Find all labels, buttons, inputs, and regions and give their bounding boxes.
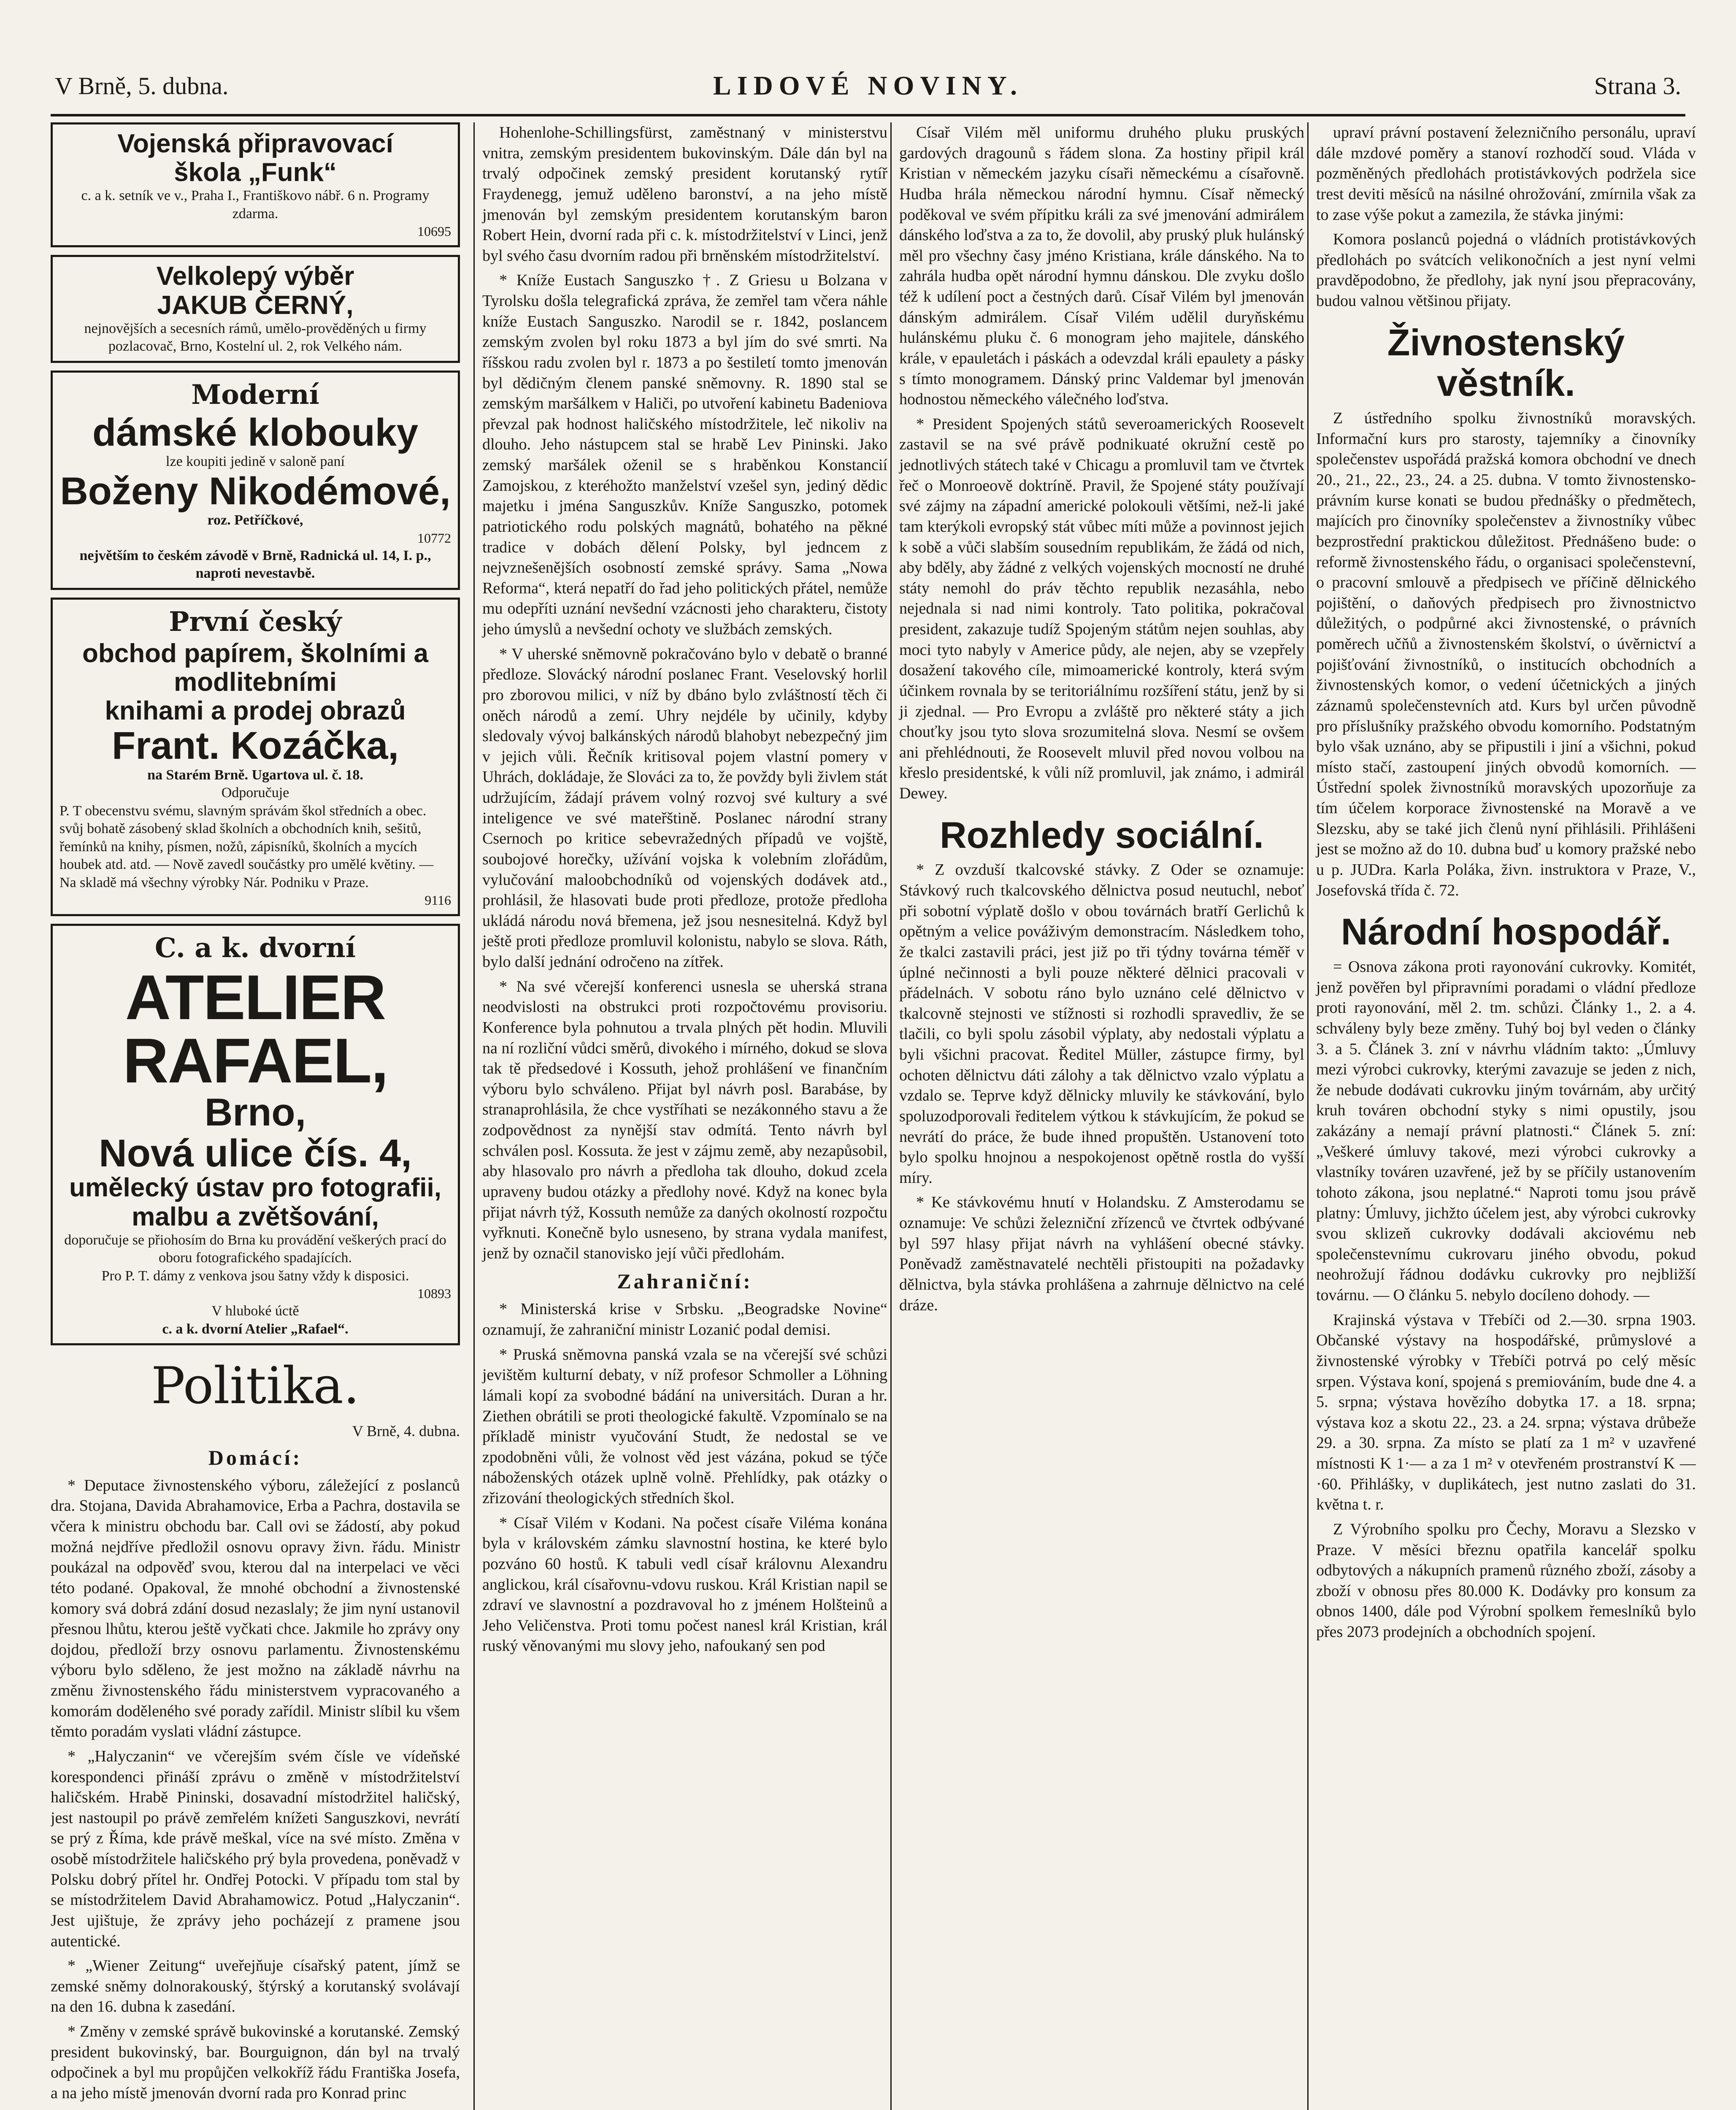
ad-rafael-line2: ATELIER RAFAEL, bbox=[123, 962, 388, 1096]
article-paragraph: * Ministerská krise v Srbsku. „Beogradske Novine“ oznamují, že zahraniční ministr Lozanić podal demisi. bbox=[482, 1300, 887, 1339]
column-2 bbox=[473, 122, 887, 2110]
ad-damske-klobouky bbox=[51, 371, 460, 590]
ad-rafael-line5: umělecký ústav pro fotografii, malbu a zvětšování, bbox=[69, 1173, 441, 1231]
ad-vojenska-number: 10695 bbox=[417, 224, 451, 239]
page-number: Strana 3. bbox=[1594, 72, 1681, 100]
article-paragraph: = Osnova zákona proti rayonování cukrovky. Komitét, jenž pověřen byl připravními poradami o vládní předloze proti rayonování, měl 2. tm. schůzi. Články 1., 2. a 4. schváleny byly beze změny. Tuhý boj byl veden o články 3. a 5. Článek 3. zní v návrhu vládním takto: „Úmluvy mezi výrobci cukrovky, kterými zavazuje se jeden z nich, že nebude dodávati cukrovku jiným továrnám, aby určitý kruh továren obchodní styky s nimi opustily, jsou zakázány a nemají právní platnosti.“ Článek 5. zní: „Veškeré úmluvy takové, mezi výrobci cukrovky a vlastníky továren uzavřené, jež by se příčily ustanovením tohoto zákona, jsou neplatné.“ Naproti tomu jsou právě platny: Úmluvy, jichžto účelem jest, aby výrobci cukrovky svou sklizeň cukrovky dodávali akciovému neb společenstevnímu cukrovaru jiného obvodu, pokud neohrožují řádnou dodávku cukrovky pro nejbližší továrnu. — O článku 5. nebylo docíleno dohody. — bbox=[1316, 958, 1696, 1304]
article-paragraph: * Císař Vilém v Kodani. Na počest císaře Viléma konána byla v královském zámku slavnostní hostina, ke které bylo pozváno 60 hostů. K tabuli vedl císař královnu Alexandru anglickou, král císařovnu-vdovu ruskou. Král Kristian napil se zdraví ve slavnostní a pozdravoval ho z jménem Holšteinů a Jeho Veličenstva. Proti tomu počest nanesl král Kristian, král ruský věnovanými mu slovy jeho, nafoukaný sen pod bbox=[482, 1514, 887, 1655]
politika-dateline: V Brně, 4. dubna. bbox=[352, 1422, 460, 1439]
ad-klobouky-line3: lze koupiti jedině v saloně paní bbox=[166, 454, 345, 470]
ad-jakub-text: nejnovějších a secesních rámů, umělo-prověděných u firmy bbox=[84, 320, 427, 336]
column-4 bbox=[1307, 122, 1696, 2110]
ad-vojenska-title-1: Vojenská připravovací bbox=[117, 129, 393, 158]
ad-kozacka bbox=[51, 598, 460, 917]
ad-kozacka-number: 9116 bbox=[425, 893, 451, 908]
ad-kozacka-line4: Frant. Kozáčka, bbox=[112, 724, 399, 768]
article-paragraph: * Na své včerejší konferenci usnesla se uherská strana neodvislosti na obstrukci proti rozpočtovému provisoriu. Konference byla pohnutou a trvala plných pět hodin. Mluvili na ní rozliční vůdci směrů, divokého i mírného, dokud se slova tak tě předsedové i Kossuth, jehož prohlášení ve finančním výboru bylo schváleno. Přijat byl návrh posl. Barabáse, by stranaprohlásila, že chce vystříhati se nezákonného stavu a že zodpovědnost za nynější stav odmítá. Tento návrh byl schválen posl. Kossuta. že jest v zájmu země, aby nezapůsobil, aby hlasovalo pro návrh a předloha tak dlouho, dokud zcela upraveny budou otázky a předlohy nové. Když na konec byla přijat návrh týž, Kossuth nemůže za daných okolností rozpočtu vyřknuti. Konečně bylo usneseno, by strana vydala manifest, jenž by označil stanovisko její vůči předlohám. bbox=[482, 977, 887, 1262]
article-paragraph: Hohenlohe-Schillingsfürst, zaměstnaný v ministerstvu vnitra, zemským presidentem bukovinským. Dále dán byl na trvalý odpočinek zemský president korutanský rytíř Fraydenegg, jemuž uděleno baronství, a na jeho místě jmenován byl zemským presidentem korutanským baron Robert Hein, dvorní rada při c. k. místodržitelství v Linci, jenž byl svého času dvorním radou při brněnském místodržitelství. bbox=[482, 124, 887, 265]
ad-rafael-line6: doporučuje se přiohosím do Brna ku provádění veškerých prací do oboru fotografického spadajících. bbox=[64, 1232, 446, 1266]
section-zahranicni-title: Zahraniční: bbox=[617, 1269, 753, 1293]
ad-jakub-cerny bbox=[51, 255, 460, 362]
ad-rafael-line1: C. a k. dvorní bbox=[154, 932, 356, 964]
ad-jakub-headline: Velkolepý výběr bbox=[156, 262, 354, 291]
section-zivnostensky-vestnik-title: Živnostenský věstník. bbox=[1387, 321, 1625, 404]
ad-rafael-line8: V hluboké úctě bbox=[211, 1303, 299, 1319]
article-paragraph: * Ke stávkovému hnutí v Holandsku. Z Amsterodamu se oznamuje: Ve schůzi železniční zřízenců ve čtvrtek odbývané byl 597 hlasy přijat návrh na vyhlášení obecné stávky. Poněvadž zaměstnavatelé nechtěli přistoupiti na požadavky dělnictva, byla stávka prohlášena a zahrnuje dělnictvo na celé dráze. bbox=[899, 1193, 1304, 1314]
article-paragraph: * Z ovzduší tkalcovské stávky. Z Oder se oznamuje: Stávkový ruch tkalcovského dělnictva posud neutuchl, neboť při sobotní výplatě došlo v obou továrnách bratří Gerlichů k opětným a velice pováživým demonstracím. Následkem toho, že tkalci zastavili práci, jest již po tři týdny továrna téměř v úplné nečinnosti a byli pouze některé dělnici pracovali v přádelnách. V sobotu ráno bylo uznáno celé dělnictvo v tkalcovně stejnosti ve stížnosti si rozhodli spravedliv, že se tlačili, co byli spolu zásobil výplaty, aby nedostali výplatu a byli všichni pracovat. Ředitel Müller, zástupce firmy, byl ochoten dělnictvu dáti zálohy a tak dělnictvo vzalo výplatu a vzdalo se. Teprve když dělnicky mluvily ke stávkování, bylo spoluzodporovali ředitelem výtkou k stávkujícím, že pokud se nevrátí do práce, že bude ihned propuštěn. Ustanovení toto bylo spolku hnojnou a nespokojenost opětně rostla do vyšší míry. bbox=[899, 861, 1304, 1187]
ad-vojenska-detail: c. a k. setník ve v., Praha I., Františkovo nábř. 6 n. Programy zdarma. bbox=[81, 188, 430, 222]
ad-vojenska-title-2: škola „Funk“ bbox=[174, 158, 337, 187]
section-narodni-hospodar-title: Národní hospodář. bbox=[1341, 911, 1671, 953]
ad-klobouky-line2: dámské klobouky bbox=[92, 411, 419, 454]
section-politika-title: Politika. bbox=[151, 1357, 360, 1416]
article-paragraph: Z ústředního spolku živnostníků moravských. Informační kurs pro starosty, tajemníky a činovníky společenstev uspořádá pražská komora obchodní ve dnech 20., 21., 22., 23., 24. a 25. dubna. V tomto živnostensko-právním kurse konati se budou přednášky o předmětech, majících pro činovníky společenstev a živnostníky vůbec bezprostřední praktickou důležitost. Přednášeno bude: o reformě živnostenského řádu, o organisaci společenstevní, o pracovní smlouvě a předpisech ve příčině dělnického pojištění, o daňových předpisech pro živnostnictvo důležitých, o podpůrné akci živnostenské, o právních poměrech učňů a živnostenském školství, o úvěrnictví a pojišťování živnostníků, o institucích obchodních a živnostenských komor, o vedení účetnických a jiných záznamů společenstevních atd. Kurs byl určen původně pro příslušníky pražského obvodu komorního. Podstatným bylo však uznáno, aby se připustili i jiní a všichni, pokud místo stačí, zastoupení jiných obvodů komorních. — Ústřední spolek živnostníků moravských upozorňuje za tím účelem korporace živnostenské na Moravě a ve Slezsku, aby se také jich členů nyní přihlásili. Přihlášeni jest se možno až do 10. dubna buď u komory pražské nebo u p. JUDra. Karla Poláka, živn. instruktora v Praze, V., Josefovská třída č. 72. bbox=[1316, 409, 1696, 899]
ad-vojenska-skola bbox=[51, 122, 460, 247]
ad-atelier-rafael bbox=[51, 924, 460, 1345]
ad-kozacka-body: P. T obecenstvu svému, slavným správám škol středních a obec. svůj bohatě zásobený sklad školních a obchodních knih, sešitů, řemínků na knihy, písmen, nožů, zápisníků, školních a mycích houbek atd. atd. — Nově zavedl součástky pro umělé květiny. — Na skladě má všechny výrobky Nár. Podniku v Praze. bbox=[59, 803, 434, 890]
article-paragraph: * Deputace živnostenského výboru, záležející z poslanců dra. Stojana, Davida Abrahamovice, Erba a Pachra, dostavila se včera k ministru obchodu bar. Call ovi se žádostí, aby pokud možná nejdříve předložil osnovu opravy živn. řádu. Ministr poukázal na odpověď svou, kterou dal na interpelaci ve věci této podané. Opakoval, že mnohé obchodní a živnostenské komory svá dobrá zdání dosud nezaslaly; že jim nyní ustanovil přesnou lhůtu, kterou ještě vyčkati chce. Jakmile ho zprávy ony dojdou, předloží brzy osnovu parlamentu. Živnostenskému výboru bylo sděleno, že jest možno na základě návrhu na změnu živnostenského řádu ministerstvem vypracovaného a komorám doděleného své porady zařídil. Ministr slíbil ku všem těmto poradám vyslati vládní zástupce. bbox=[51, 1476, 460, 1741]
ad-klobouky-number: 10772 bbox=[417, 530, 451, 546]
ad-kozacka-line5: na Starém Brně. Ugartova ul. č. 18. bbox=[147, 767, 363, 783]
ad-rafael-line9: c. a k. dvorní Atelier „Rafael“. bbox=[162, 1321, 349, 1337]
ad-kozacka-line3: knihami a prodej obrazů bbox=[105, 696, 406, 726]
page-header bbox=[51, 63, 1685, 116]
article-paragraph: Z Výrobního spolku pro Čechy, Moravu a Slezsko v Praze. V měsíci březnu opatřila kancelář spolku odbytových a nákupních pramenů různého zboží, zásoby a zboží v obnosu přes 80.000 K. Dodávky pro konsum za obnos 1400, dále pod Výrobní spolkem řemeslníků bylo přes 2073 prodejních a obchodních spojení. bbox=[1316, 1520, 1696, 1641]
article-paragraph: * President Spojených států severoamerických Roosevelt zastavil se na své právě podnikuaté okružní cestě po jednotlivých státech také v Chicagu a promluvil tam ve čtvrtek řeč o Monroeově doktríně. Pravil, že Spojené státy používají své zájmy na západní americké polokouli většími, než-li jaké tam kterýkoli evropský stát vůbec míti může a povinnost jejich k sobě a vůči slabším sousedním republikám, že žádá od nich, aby bděly, aby žádné z velkých vojenských mocností ne druhé státy nemohl do práv těchto republik nezasáhla, nebo nejednala si nad nimi kontroly. Tato politika, pokračoval president, zakazuje tudíž Spojeným státům nejen souhlas, aby moci tyto nabyly v Americe půdy, ale nejen, aby se vzepřely dosažení takového cíle, mimoamerické kontroly, která svým účinkem rovnala by se teritoriálnímu rozšíření státu, jenž by si ji zjednal. — Pro Evropu a zvláště pro některé státy a jich chouťky jsou tyto slova srozumitelná slova. Nesmí se ovšem ani přehlédnouti, že Roosevelt mluvil před novou volbou na křeslo presidentské, k vůli níž promluvil, jak známo, i admirál Dewey. bbox=[899, 415, 1304, 802]
header-dateline: V Brně, 5. dubna. bbox=[55, 72, 229, 100]
ad-jakub-sub: pozlacovač, Brno, Kostelní ul. 2, rok Velkého nám. bbox=[108, 338, 403, 354]
ad-klobouky-line6: největším to českém závodě v Brně, Radnická ul. 14, I. p., naproti nevestavbě. bbox=[79, 547, 431, 582]
article-paragraph: * Kníže Eustach Sanguszko †. Z Griesu u Bolzana v Tyrolsku došla telegrafická zpráva, že zemřel tam včera náhle kníže Eustach Sanguszko. Narodil se r. 1842, poslancem zemským zvolen byl roku 1873 a byl jím do své smrti. Na říšskou radu zvolen byl r. 1873 a po šestiletí tomto jmenován byl dědičným členem panské sněmovny. R. 1890 stal se zemským maršálkem v Haliči, po utvoření kabinetu Badeniova převzal pak hodnost haličského místodržitele, leč nikoliv na dlouho. Jeho nástupcem stal se hrabě Lev Pininski. Jako zemský maršálek oženil se s hraběnkou Konstancií Zamojskou, z kteréhožto manželství vzešel syn, jediný dědic majetku i jména Sanguszkův. Kníže Sanguszko, potomek patriotického rodu polských magnátů, bohatého na pěkné tradice v dobách dělení Polsky, byl jedncem z nejvznešenějších osobností zemské správy. Sama „Nowa Reforma“, která nepatří do řad jeho politických přátel, nemůže mu odepříti uznání nevšední vzácnosti jeho charakteru, čistoty jeho úmyslů a nevšední ochoty ve službách zemských. bbox=[482, 271, 887, 638]
article-paragraph: * „Wiener Zeitung“ uveřejňuje císařský patent, jímž se zemské sněmy dolnorakouský, štýrský a korutanský svolávají na den 16. dubna k zasedání. bbox=[51, 1957, 460, 2016]
ad-kozacka-line1: První český bbox=[169, 606, 342, 638]
ad-klobouky-line5: roz. Petříčkové, bbox=[207, 512, 303, 528]
ad-rafael-line3: Brno, bbox=[204, 1091, 306, 1134]
ad-kozacka-line2: obchod papírem, školními a modlitebními bbox=[82, 638, 428, 697]
ad-jakub-name: JAKUB ČERNÝ, bbox=[157, 290, 354, 320]
article-paragraph: * Pruská sněmovna panská vzala se na včerejší své schůzi jevištěm kulturní debaty, v níž profesor Schmoller a Löhning lámali kopí za svobodné bádání na universitách. Duran a hr. Ziethen obrátili se proti theologické fakultě. Vzpomínalo se na příkladě ministr vyučování Studt, že nedostal se ve zpodobněni vůli, že volnost věd jest vázána, pokud se týče náboženských otázek uplně volně. Přehlídky, pak otázky o zřizování theologických středních škol. bbox=[482, 1345, 887, 1507]
newspaper-title: LIDOVÉ NOVINY. bbox=[713, 70, 1023, 100]
article-paragraph: upraví právní postavení železničního personálu, upraví dále mzdové poměry a stanoví rozhodčí soud. Vláda v pozměněných předlohách protistávkových podržela sice trest deviti měsíců na násilné ohrožování, zmírnila však za to zase výše pokut a zamezila, že stávka jinými: bbox=[1316, 124, 1696, 224]
column-1 bbox=[51, 122, 460, 2110]
section-rozhledy-socialni-title: Rozhledy sociální. bbox=[940, 814, 1264, 856]
article-paragraph: Císař Vilém měl uniformu druhého pluku pruských gardových dragounů s řádem slona. Za hostiny připil král Kristian v německém jazyku císaři německému a císařovně. Hudba hrála německou národní hymnu. Císař německý poděkoval ve svém přípitku králi za své jmenování admirálem dánského loďstva a za to, že dovolil, aby pruský pluk hulánský měl pro všechny časy jméno Kristiana, krále dánského. Na to zahrála hudba opět národní hymnu dánskou. Dle zvyku došlo též k udílení poct a čestných darů. Císař Vilém byl jmenován dánským admirálem. Císař Vilém udělil duryňskému hulánskému pluku č. 6 monogram jeho majitele, dánského krále, v epauletách i páskách a odevzdal králi epaulety a pásky s tímto monogramem. Dánský princ Valdemar byl jmenován hodnostou německého válečného loďstva. bbox=[899, 124, 1304, 408]
column-3 bbox=[890, 122, 1304, 2110]
ad-rafael-line7: Pro P. T. dámy z venkova jsou šatny vždy k disposici. bbox=[101, 1268, 409, 1284]
ad-klobouky-line4: Boženy Nikodémové, bbox=[60, 469, 451, 513]
article-paragraph: * V uherské sněmovně pokračováno bylo v debatě o branné předloze. Slovácký národní poslanec Frant. Veselovský horlil pro zborovou milici, v níž by dbáno bylo zvláštností těch či oněch národů a zemí. Uhry nejdéle by učinily, kdyby sledovaly vývoj balkánských národů blahobyt nebezpečný jim v jejich vůli. Řečník kritisoval pojem vlastní pomery v Uhrách, dokládaje, že Slováci za to, že povždy byli živlem stát udržujícím, žádají právem volný rozvoj své kultury a své inteligence ve své mateřštině. Poslanec národní strany Csernoch po kritice sebevražedných případů ve vojště, soubojové horečky, užívání vojska k volebním zlořádům, vylučování maloobchodníků od vojenských dodávek atd., prohlásil, že hlasovati bude proti předloze, protože předloha ukládá národu nová břemena, jež jsou nesnesitelná. Když byl ještě proti předloze promluvil kolonistu, nabylo se slova. Ráth, bylo další jednání odročeno na zítřek. bbox=[482, 645, 887, 971]
article-paragraph: * „Halyczanin“ ve včerejším svém čísle ve vídeňské korespondenci přináší zprávu o změně v místodržitelství haličském. Hrabě Pininski, dosavadní místodržitel haličský, jest nastoupil po právě zemřelém knížeti Sanguszkovi, nevrátí se prý z Říma, kde právě meškal, více na své místo. Změna v osobě místodržitele haličského prý byla provedena, poněvadž v Polsku dobrý přítel hr. Ondřej Potocki. V případu tom stal by se místodržitelem David Abrahamowicz. Potud „Halyczanin“. Jest ujištuje, že zprávy jeho pocházejí z pramene jsou autentické. bbox=[51, 1747, 460, 1950]
article-paragraph: * Změny v zemské správě bukovinské a korutanské. Zemský president bukovinský, bar. Bourguignon, dán byl na trvalý odpočinek a byl mu propůjčen velkokříž řádu Františka Josefa, a na jeho místě jmenován dvorní rada pro Konrad princ bbox=[51, 2023, 460, 2102]
article-paragraph: Krajinská výstava v Třebíči od 2.—30. srpna 1903. Občanské výstavy na hospodářské, průmyslové a živnostenské výrobky v Třebíči potrvá po celý měsíc srpen. Výstava koní, spojená s premiováním, bude dne 4. a 5. srpna; výstava hovězího dobytka 17. a 18. srpna; výstava koz a skotu 22., 23. a 24. srpna; výstava drůbeže 29. a 30. srpna. Za místo se platí za 1 m² v uzavřené místnosti K 1·— a za 1 m² v otevřeném prostranství K —·60. Přihlášky, v duplikátech, jest nutno zaslati do 31. května t. r. bbox=[1316, 1311, 1696, 1514]
article-paragraph: Komora poslanců pojedná o vládních protistávkových předlohách po svátcích velikonočních a jest nyní velmi pravděpodobno, že předlohy, jak nyní jsou přepracovány, budou valnou většinou přijaty. bbox=[1316, 230, 1696, 310]
ad-kozacka-line6: Odporučuje bbox=[221, 785, 289, 801]
section-domaci-title: Domácí: bbox=[208, 1445, 303, 1469]
ad-rafael-line4: Nová ulice čís. 4, bbox=[99, 1131, 412, 1175]
ad-klobouky-line1: Moderní bbox=[191, 379, 319, 411]
ad-rafael-number: 10893 bbox=[417, 1286, 451, 1301]
